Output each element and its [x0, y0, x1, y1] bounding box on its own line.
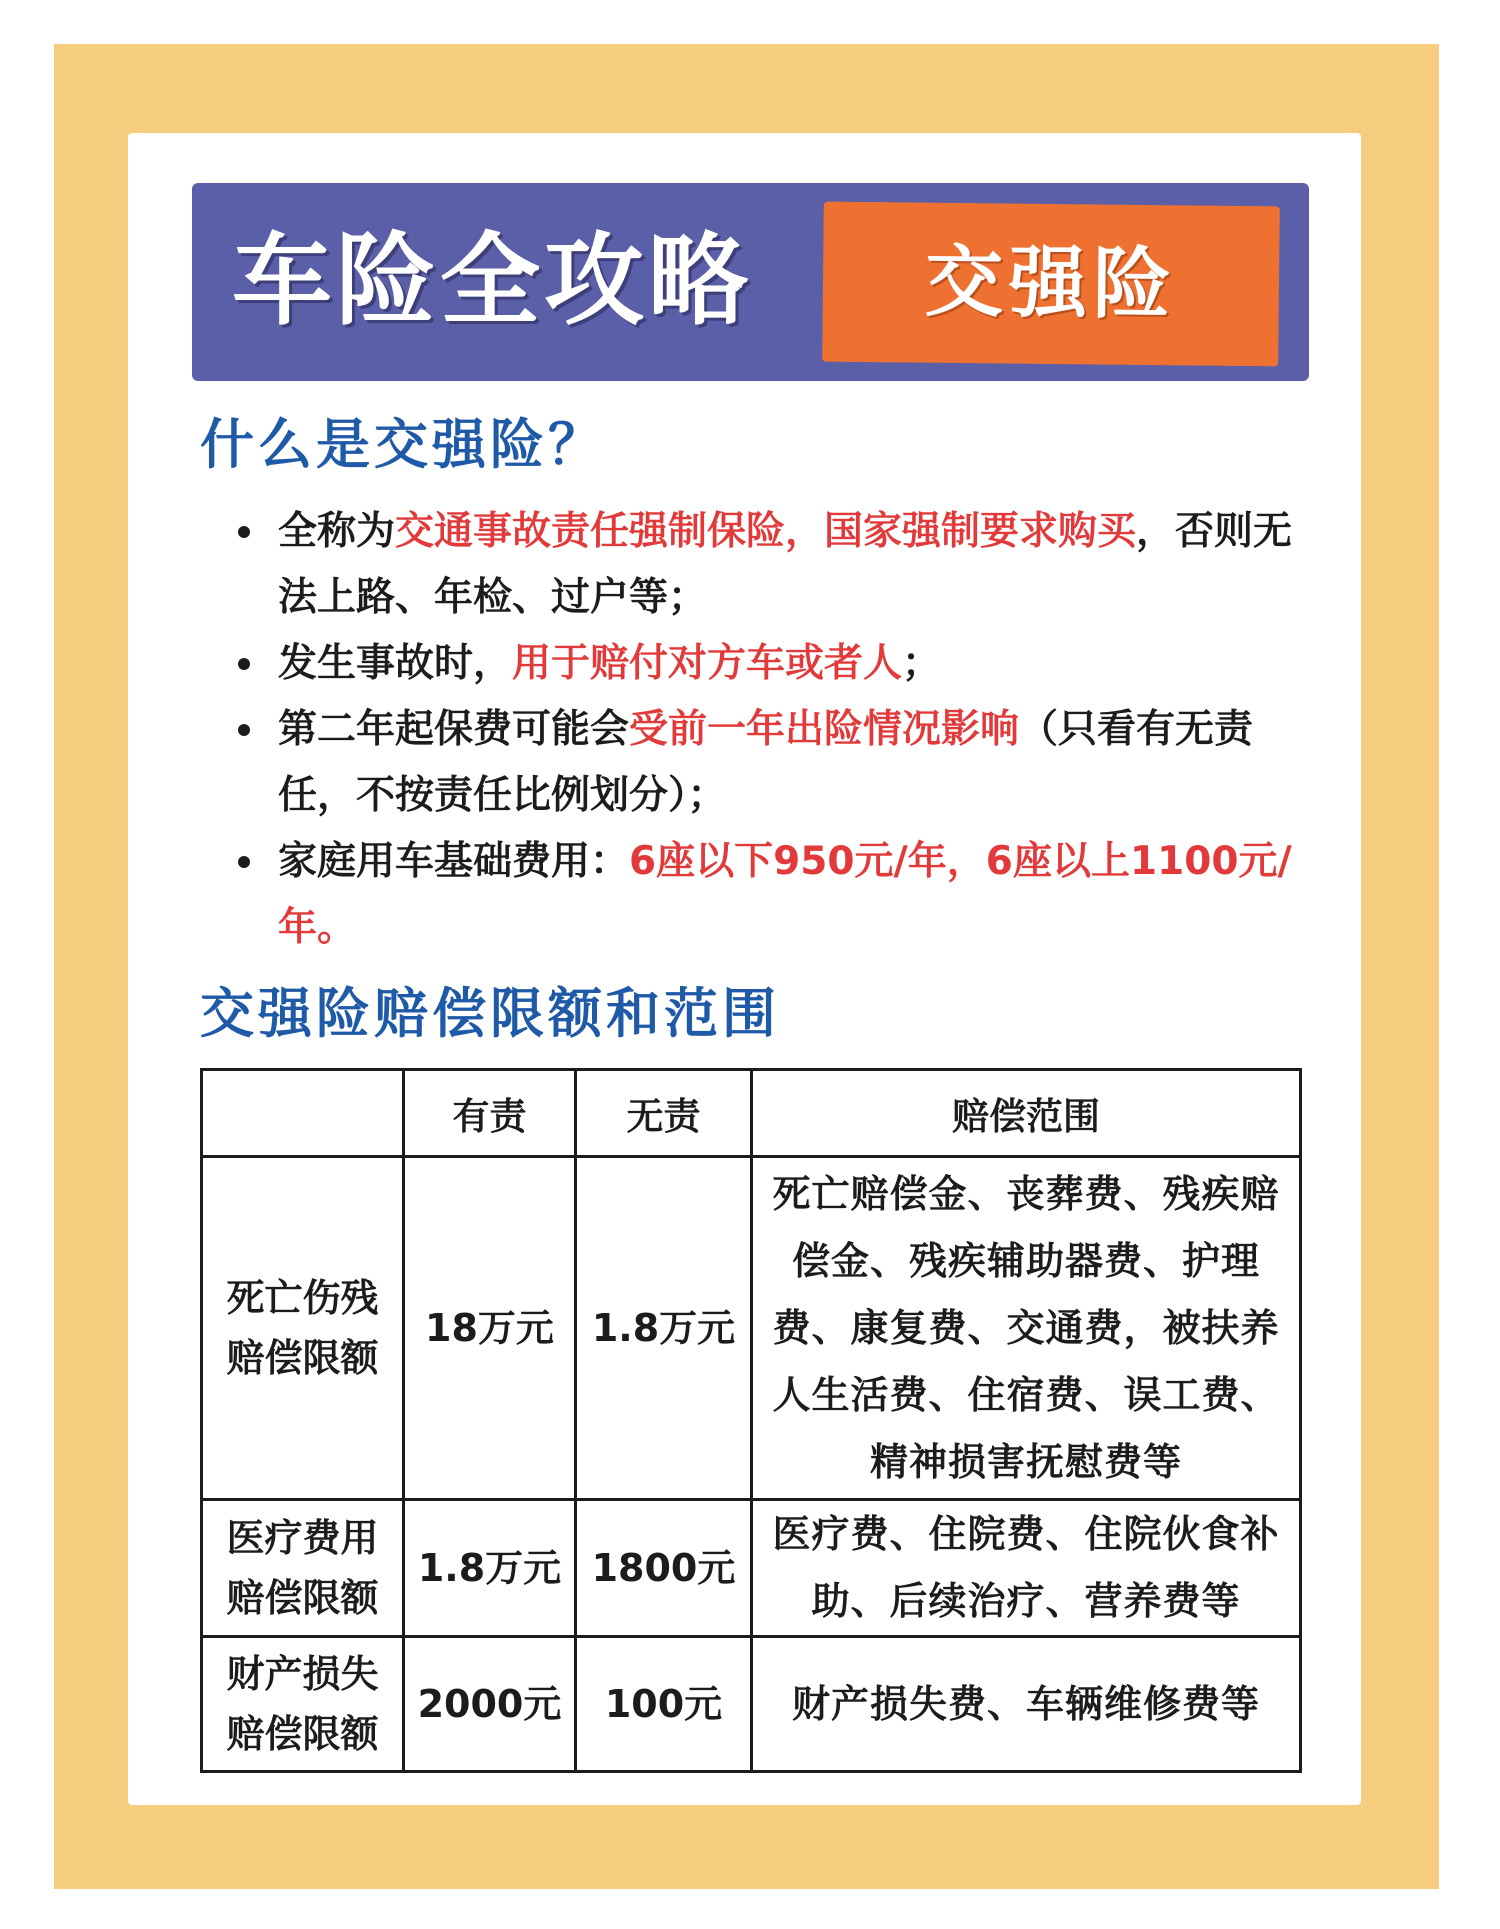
compensation-table — [200, 1068, 1302, 1773]
bullet-item — [234, 499, 1294, 631]
compensation-scope: 医疗费、住院费、住院伙食补助、后续治疗、营养费等 — [752, 1500, 1301, 1637]
bullet-dot-icon — [238, 658, 250, 670]
table-row — [202, 1500, 1301, 1637]
bullet-text: 发生事故时， — [278, 641, 513, 686]
section-heading-limits: 交强险赔偿限额和范围 — [200, 982, 780, 1045]
bullet-text: （只看有无责任，不按责任比例划分）； — [278, 707, 1254, 818]
table-header-cell: 有责 — [404, 1070, 576, 1157]
table-row — [202, 1637, 1301, 1772]
compensation-scope: 财产损失费、车辆维修费等 — [752, 1637, 1301, 1772]
bullet-highlight: 6座以下950元/年，6座以上1100元/年。 — [278, 839, 1292, 950]
bullet-text: ，否则无法上路、年检、过户等； — [278, 509, 1293, 620]
row-category: 财产损失赔偿限额 — [202, 1637, 404, 1772]
bullet-dot-icon — [238, 724, 250, 736]
bullet-item — [234, 829, 1294, 961]
at-fault-limit: 18万元 — [404, 1157, 576, 1500]
compensation-scope: 死亡赔偿金、丧葬费、残疾赔偿金、残疾辅助器费、护理费、康复费、交通费，被扶养人生活费、住宿费、误工费、精神损害抚慰费等 — [752, 1157, 1301, 1500]
table-header-row — [202, 1070, 1301, 1157]
section-heading-what-is: 什么是交强险？ — [200, 413, 606, 476]
banner-tag: 交强险 — [822, 202, 1280, 367]
table-row — [202, 1157, 1301, 1500]
table-header-cell: 赔偿范围 — [752, 1070, 1301, 1157]
no-fault-limit: 1800元 — [576, 1500, 752, 1637]
bullet-text: 第二年起保费可能会 — [278, 707, 630, 752]
no-fault-limit: 100元 — [576, 1637, 752, 1772]
row-category: 死亡伤残赔偿限额 — [202, 1157, 404, 1500]
at-fault-limit: 1.8万元 — [404, 1500, 576, 1637]
bullet-text: 全称为 — [278, 509, 396, 554]
bullet-item — [234, 631, 1294, 697]
bullet-dot-icon — [238, 856, 250, 868]
table-header-cell: 无责 — [576, 1070, 752, 1157]
table-header-cell — [202, 1070, 404, 1157]
banner-title: 车险全攻略 — [232, 222, 752, 339]
bullet-list — [234, 499, 1294, 961]
bullet-text: 家庭用车基础费用： — [278, 839, 630, 884]
bullet-highlight: 交通事故责任强制保险，国家强制要求购买 — [395, 509, 1137, 554]
bullet-highlight: 用于赔付对方车或者人 — [512, 641, 903, 686]
bullet-text: ； — [902, 641, 942, 686]
bullet-dot-icon — [238, 526, 250, 538]
bullet-highlight: 受前一年出险情况影响 — [629, 707, 1020, 752]
row-category: 医疗费用赔偿限额 — [202, 1500, 404, 1637]
no-fault-limit: 1.8万元 — [576, 1157, 752, 1500]
at-fault-limit: 2000元 — [404, 1637, 576, 1772]
bullet-item — [234, 697, 1294, 829]
